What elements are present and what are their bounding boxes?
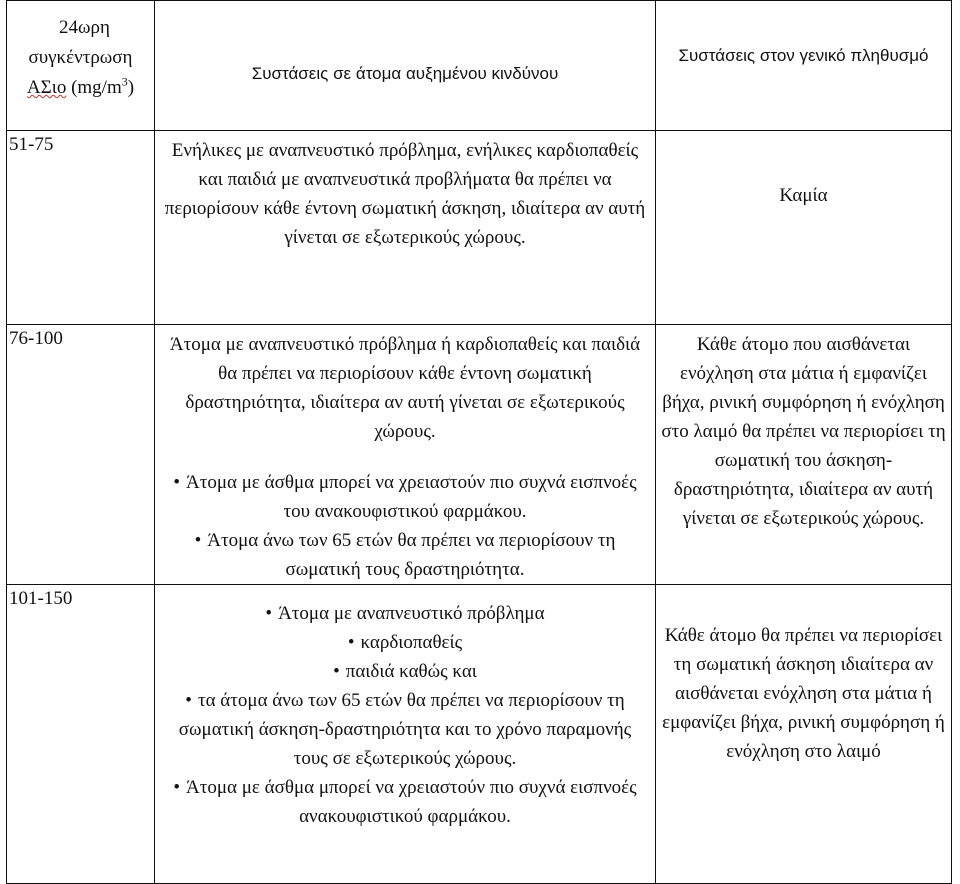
header-general-population: Συστάσεις στον γενικό πληθυσμό — [656, 1, 952, 131]
risk-recommendation — [155, 325, 656, 585]
bullet-icon: • — [333, 661, 340, 682]
bullet-icon: • — [347, 632, 355, 653]
risk-bullet-list — [161, 599, 649, 831]
table-row — [7, 585, 952, 884]
list-item: • Άτομα με αναπνευστικό πρόβλημα — [265, 603, 545, 624]
range-cell: 51-75 — [7, 131, 155, 325]
list-item: • καρδιοπαθείς — [347, 632, 463, 653]
list-item: • Άτομα με άσθμα μπορεί να χρειαστούν πιο συχνά εισπνοές του ανακουφιστικού φαρμάκου. — [173, 472, 637, 522]
header-concentration-abbr: ΑΣιο — [26, 77, 67, 98]
bullet-icon: • — [194, 530, 202, 551]
risk-bullet-list — [161, 468, 649, 584]
header-unit: (mg/m — [71, 77, 122, 98]
range-cell: 76-100 — [7, 325, 155, 585]
header-unit-close: ) — [127, 77, 135, 98]
bullet-icon: • — [173, 472, 180, 493]
header-concentration — [7, 1, 155, 131]
header-concentration-line1: 24ωρη — [59, 17, 110, 38]
list-item: • Άτομα άνω των 65 ετών θα πρέπει να περιορίσουν τη σωματική τους δραστηριότητα. — [194, 530, 616, 580]
bullet-icon: • — [185, 690, 192, 711]
list-item: • Άτομα με άσθμα μπορεί να χρειαστούν πιο συχνά εισπνοές ανακουφιστικού φαρμάκου. — [173, 777, 637, 827]
bullet-icon: • — [173, 777, 180, 798]
general-recommendation: Κάθε άτομο που αισθάνεται ενόχληση στα μάτια ή εμφανίζει βήχα, ρινική συμφόρηση ή ενόχληση στο λαιμό θα πρέπει να περιορίσει τη σωματική του άσκηση- δραστηριότητα, ιδιαίτερα αν αυτή γίνεται σε εξωτερικούς χώρους. — [656, 325, 952, 585]
table-header-row — [7, 1, 952, 131]
risk-recommendation: Ενήλικες με αναπνευστικό πρόβλημα, ενήλικες καρδιοπαθείς και παιδιά με αναπνευστικά προβλήματα θα πρέπει να περιορίσουν κάθε έντονη σωματική άσκηση, ιδιαίτερα αν αυτή γίνεται σε εξωτερικούς χώρους. — [155, 131, 656, 325]
recommendations-table — [6, 0, 952, 884]
list-item: • παιδιά καθώς και — [333, 661, 477, 682]
risk-recommendation — [155, 585, 656, 884]
header-concentration-line2: συγκέντρωση — [28, 47, 133, 68]
range-cell: 101-150 — [7, 585, 155, 884]
general-recommendation: Καμία — [656, 131, 952, 325]
header-risk-groups: Συστάσεις σε άτομα αυξημένου κινδύνου — [155, 1, 656, 131]
table-row — [7, 131, 952, 325]
header-unit-exponent: 3 — [121, 74, 128, 89]
list-item: • τα άτομα άνω των 65 ετών θα πρέπει να περιορίσουν τη σωματική άσκηση-δραστηριότητα και το χρόνο παραμονής τους σε εξωτερικούς χώρους. — [178, 690, 632, 769]
table-row — [7, 325, 952, 585]
general-recommendation: Κάθε άτομο θα πρέπει να περιορίσει τη σωματική άσκηση ιδιαίτερα αν αισθάνεται ενόχληση στα μάτια ή εμφανίζει βήχα, ρινική συμφόρηση ή ενόχληση στο λαιμό — [656, 585, 952, 884]
bullet-icon: • — [265, 603, 273, 624]
header-concentration-line3 — [11, 73, 150, 103]
risk-paragraph: Άτομα με αναπνευστικό πρόβλημα ή καρδιοπαθείς και παιδιά θα πρέπει να περιορίσουν κάθε έντονη σωματική δραστηριότητα, ιδιαίτερα αν αυτή γίνεται σε εξωτερικούς χώρους. — [169, 334, 641, 442]
